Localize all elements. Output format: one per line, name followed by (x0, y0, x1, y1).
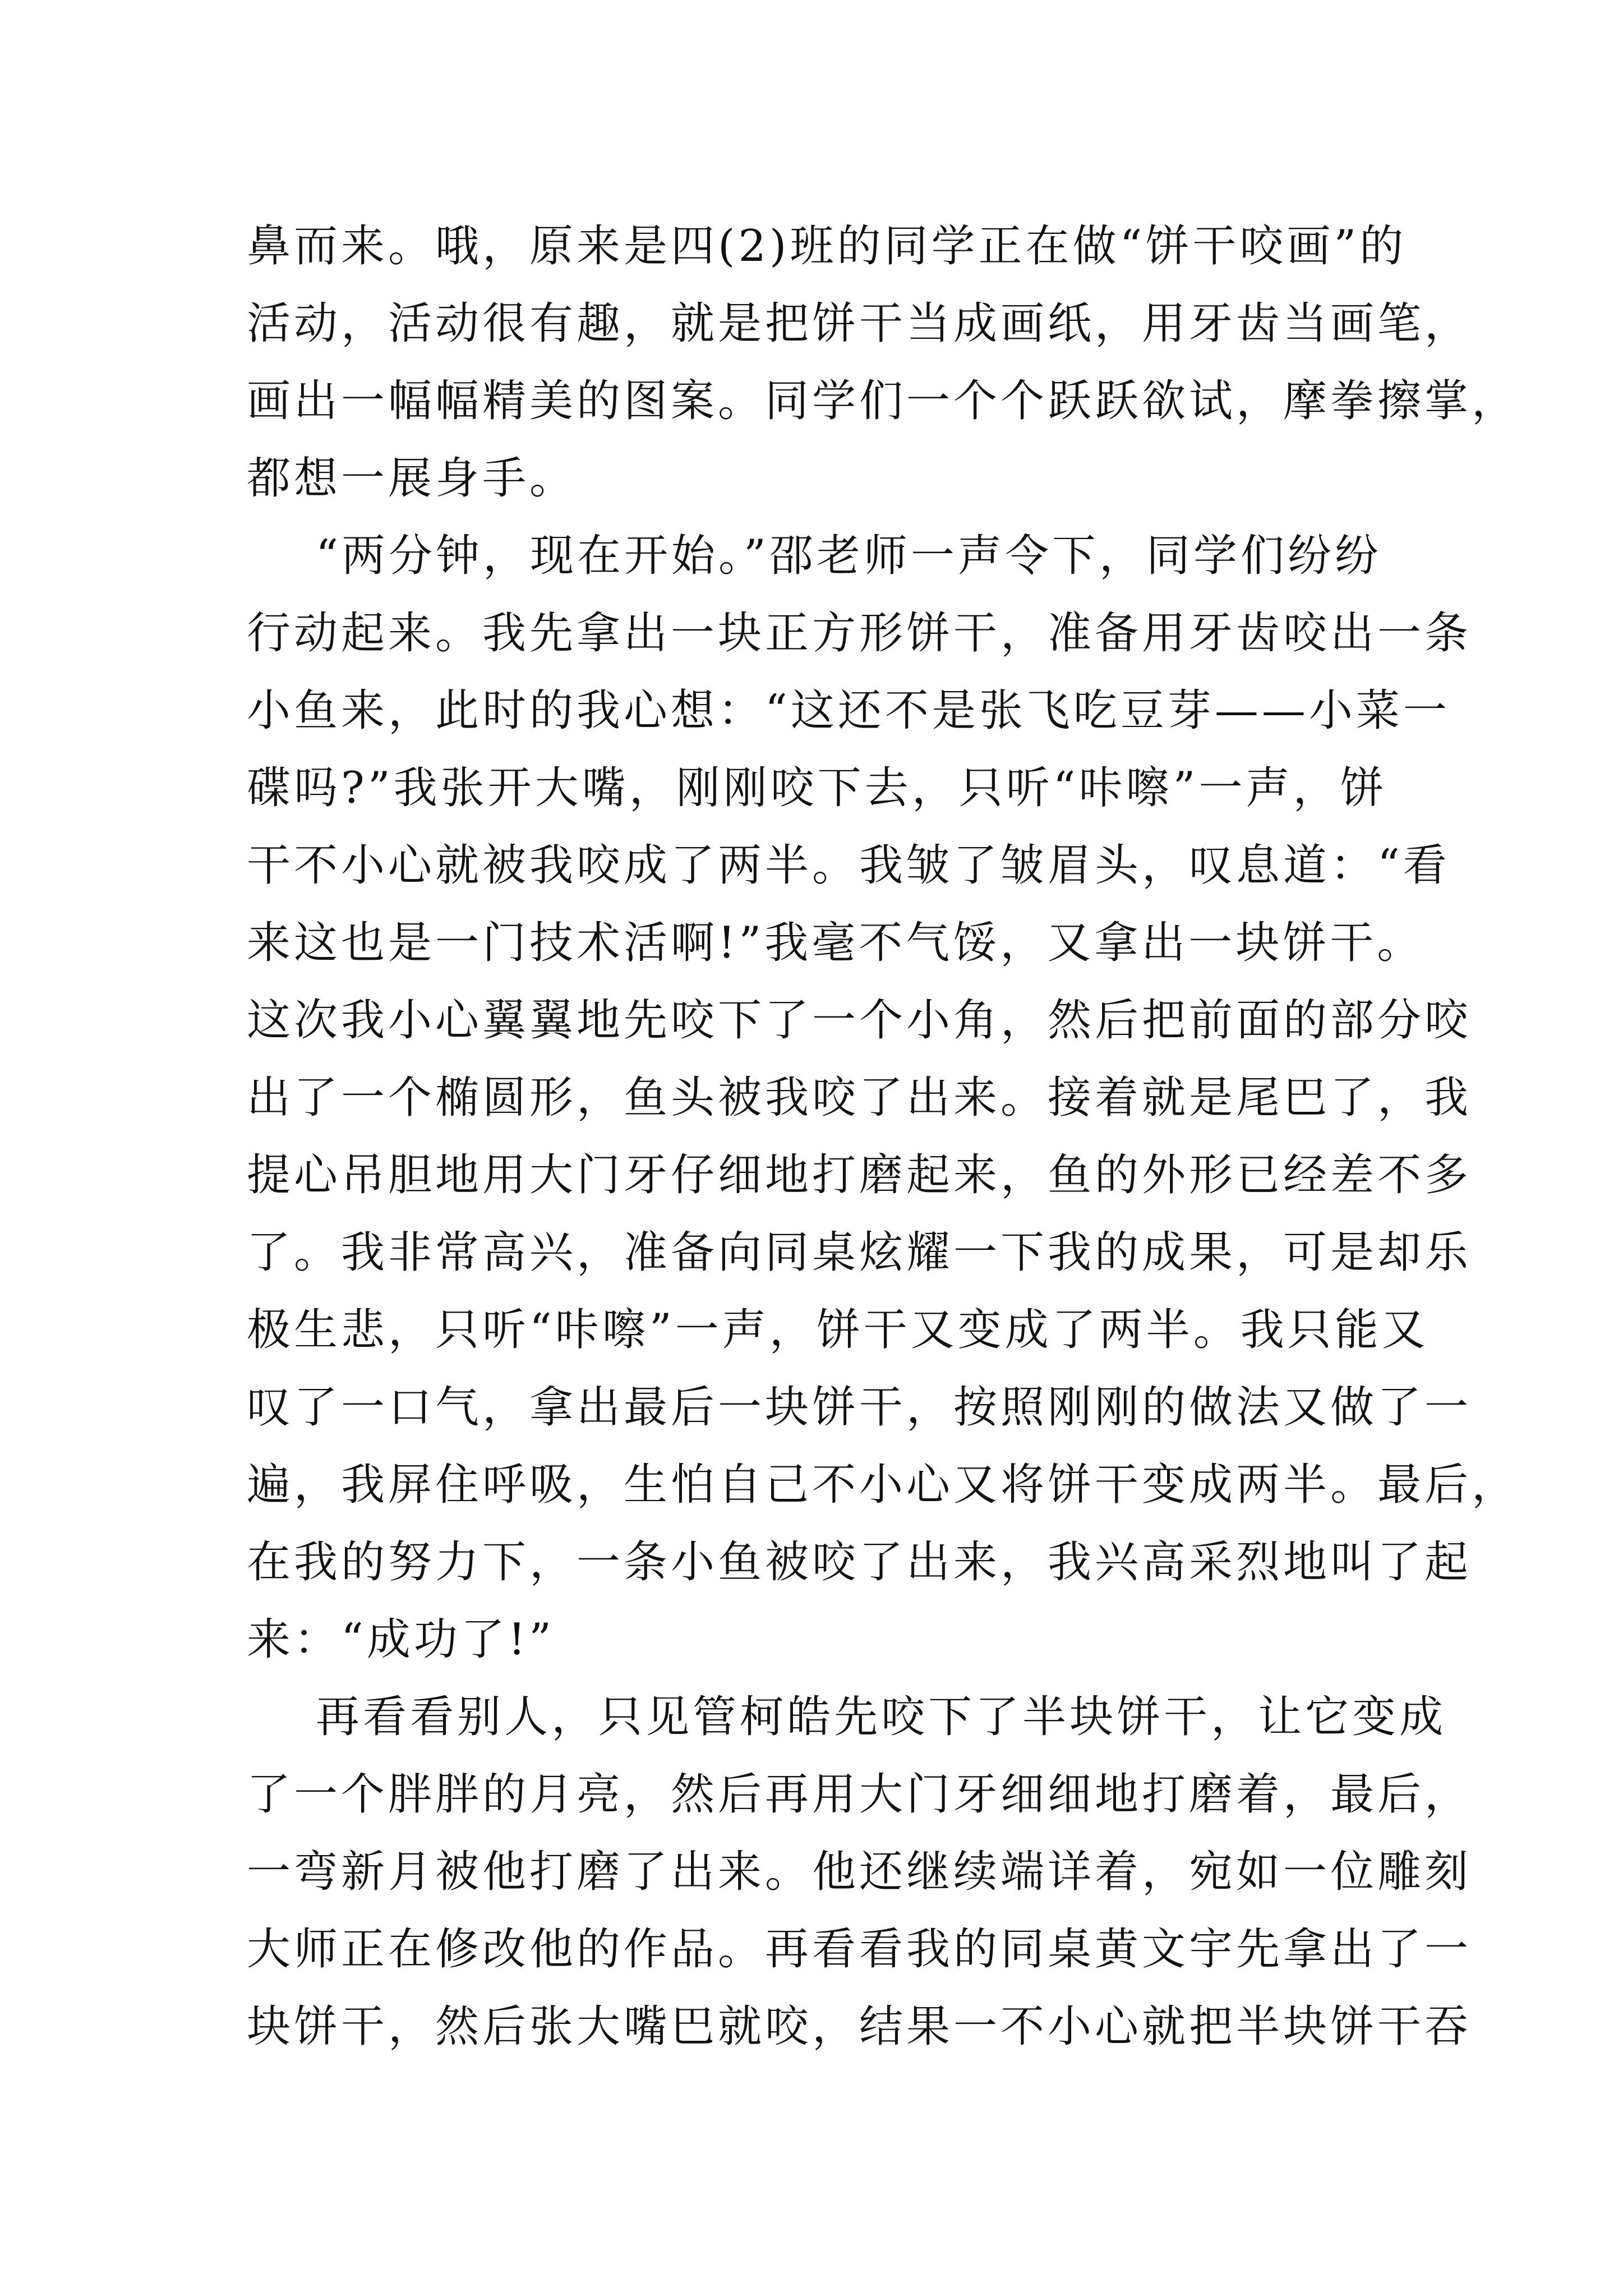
text-line: 再看看别人，只见管柯皓先咬下了半块饼干，让它变成 (247, 1692, 1447, 1742)
text-line: 了。我非常高兴，准备向同桌炫耀一下我的成果，可是却乐 (247, 1227, 1472, 1278)
text-line: 碟吗?”我张开大嘴，刚刚咬下去，只听“咔嚓”一声，饼 (247, 763, 1387, 813)
text-line: “两分钟，现在开始。”邵老师一声令下，同学们纷纷 (247, 531, 1382, 581)
text-line: 在我的努力下，一条小鱼被咬了出来，我兴高采烈地叫了起 (247, 1537, 1472, 1588)
text-line: 干不小心就被我咬成了两半。我皱了皱眉头，叹息道：“看 (247, 840, 1450, 891)
text-line: 行动起来。我先拿出一块正方形饼干，准备用牙齿咬出一条 (247, 608, 1472, 659)
text-line: 都想一展身手。 (247, 453, 577, 504)
text-line: 块饼干，然后张大嘴巴就咬，结果一不小心就把半块饼干吞 (247, 2001, 1472, 2052)
text-line: 活动，活动很有趣，就是把饼干当成画纸，用牙齿当画笔， (247, 298, 1472, 349)
text-line: 画出一幅幅精美的图案。同学们一个个跃跃欲试，摩拳擦掌， (247, 376, 1519, 426)
text-line: 来：“成功了!” (247, 1614, 555, 1665)
text-line: 提心吊胆地用大门牙仔细地打磨起来，鱼的外形已经差不多 (247, 1150, 1472, 1200)
text-line: 极生悲，只听“咔嚓”一声，饼干又变成了两半。我只能又 (247, 1305, 1429, 1355)
text-line: 一弯新月被他打磨了出来。他还继续端详着，宛如一位雕刻 (247, 1847, 1472, 1897)
text-line: 大师正在修改他的作品。再看看我的同桌黄文宇先拿出了一 (247, 1924, 1472, 1975)
essay-text (247, 208, 1519, 2065)
text-line: 这次我小心翼翼地先咬下了一个小角，然后把前面的部分咬 (247, 995, 1472, 1046)
text-line: 出了一个椭圆形，鱼头被我咬了出来。接着就是尾巴了，我 (247, 1073, 1472, 1123)
text-line: 来这也是一门技术活啊!”我毫不气馁，又拿出一块饼干。 (247, 918, 1424, 968)
text-line: 叹了一口气，拿出最后一块饼干，按照刚刚的做法又做了一 (247, 1382, 1472, 1433)
text-line: 小鱼来，此时的我心想：“这还不是张飞吃豆芽——小菜一 (247, 685, 1450, 736)
text-line: 鼻而来。哦，原来是四(2)班的同学正在做“饼干咬画”的 (247, 221, 1407, 272)
text-line: 了一个胖胖的月亮，然后再用大门牙细细地打磨着，最后， (247, 1769, 1472, 1820)
text-line: 遍，我屏住呼吸，生怕自己不小心又将饼干变成两半。最后， (247, 1460, 1519, 1510)
